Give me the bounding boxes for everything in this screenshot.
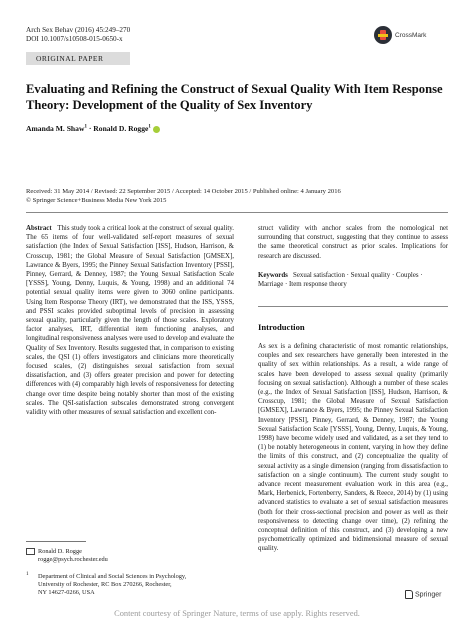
author-list <box>26 124 448 133</box>
affiliation-line: Department of Clinical and Social Sciences in Psychology, <box>38 573 187 581</box>
section-divider <box>26 212 448 213</box>
keywords-divider <box>258 306 448 307</box>
courtesy-footer: Content courtesy of Springer Nature, terms of use apply. Rights reserved. <box>114 609 360 618</box>
crossmark-icon <box>374 26 392 44</box>
keywords-label: Keywords <box>258 272 288 279</box>
history-dates: Received: 31 May 2014 / Revised: 22 September 2015 / Accepted: 14 October 2015 / Published online: 4 January 2016 <box>26 188 341 195</box>
article-title: Evaluating and Refining the Construct of Sexual Quality With Item Response Theory: Development of the Quality of Sex Inventory <box>26 82 443 112</box>
publisher-logo <box>405 590 441 599</box>
keywords-text: Sexual satisfaction · Sexual quality · Couples · Marriage · Item response theory <box>258 272 423 289</box>
corresponding-author <box>26 548 108 564</box>
orcid-icon[interactable] <box>153 126 160 133</box>
author-separator: · <box>86 124 94 133</box>
crossmark-button[interactable] <box>374 26 446 48</box>
crossmark-label: CrossMark <box>395 32 427 39</box>
doi[interactable]: DOI 10.1007/s10508-015-0650-x <box>26 35 123 43</box>
contact-name: Ronald D. Rogge <box>38 548 82 555</box>
introduction-body: As sex is a defining characteristic of most romantic relationships, couples and sex researchers have generally been interested in the quality of sex within relationships. As a result, a wide range of scales have been developed to assess sexual quality (primarily focusing on sexual satisfaction). Although a number of these scales (e.g., the Index of Sexual Satisfaction [ISS], Hudson, Harrison, & Crosscup, 1981; the Global Measure of Sexual Satisfaction [GMSEX], Lawrance & Byers, 1995; the Pinney Sexual Satisfaction Inventory [PSSI], Pinney, Gerrard, & Denney, 1987; the Young Sexual Satisfaction Scale [YSSS], Young, Denny, Luquis, & Young, 1998) have become widely used and validated, as a set they tend to (1) be notably heterogeneous in content, varying in how they define the limits of this construct, and (2) conceptualize the quality of sexual activity as a single dimension (ranging from dissatisfaction to satisfaction on a single continuum). The current study sought to advance recent measurement evaluation work in this area (e.g., Mark, Herbenick, Fortenberry, Sanders, & Reece, 2014) by (1) using advanced statistics to evaluate a set of sexual satisfaction measures (both for their cross-sectional precision and power as well as their responsiveness to detecting change over time), (2) refining the conceptual definition of this construct, and (3) developing a new psychometrically optimized and bidimensional measure of sexual quality. <box>258 343 448 553</box>
springer-horse-icon <box>405 590 413 599</box>
affiliation-marker: 1 <box>26 571 29 577</box>
article-type-badge: ORIGINAL PAPER <box>26 52 130 65</box>
journal-citation: Arch Sex Behav (2016) 45:249–270 <box>26 26 131 34</box>
envelope-icon <box>26 548 35 555</box>
affiliation-note <box>26 570 186 597</box>
author-name[interactable]: Ronald D. Rogge <box>93 124 149 133</box>
introduction-heading: Introduction <box>258 322 305 332</box>
contact-email[interactable]: rogge@psych.rochester.edu <box>38 556 108 563</box>
author-affiliation-marker: 1 <box>84 124 87 130</box>
publisher-name: Springer <box>415 591 442 599</box>
keywords <box>258 271 448 289</box>
affiliation-line: NY 14627-0266, USA <box>38 589 95 597</box>
abstract-continuation: struct validity with anchor scales from the nomological net surrounding that construct, suggesting that they continue to assess the same theoretical construct as prior scales. Implications for research are discussed. <box>258 225 448 260</box>
copyright-notice: © Springer Science+Business Media New York 2015 <box>26 196 167 204</box>
author-name[interactable]: Amanda M. Shaw <box>26 124 85 133</box>
affiliation-line: University of Rochester, RC Box 270266, Rochester, <box>38 581 172 589</box>
footnote-divider <box>26 541 86 542</box>
publication-history <box>26 188 448 205</box>
abstract-label: Abstract <box>26 225 52 232</box>
abstract-text: This study took a critical look at the construct of sexual quality. The 65 items of four well-validated self-report measures of sexual satisfaction (the Index of Sexual Satisfaction [ISS], Hudson, Harrison, & Crosscup, 1981; the Global Measure of Sexual Satisfaction [GMSEX], Lawrance & Byers, 1995; the Pinney Sexual Satisfaction Inventory [PSSI], Pinney, Gerrard, & Denney, 1987; the Young Sexual Satisfaction Scale [YSSS], Young, Denny, Luquis, & Young, 1998) and an additional 74 potential sexual quality items were given to 3060 online participants. Using Item Response Theory (IRT), we demonstrated that the ISS, YSSS, and PSSI scales provided suboptimal levels of precision in assessing sexual quality, particularly given the length of those scales. Exploratory factor analyses, IRT, differential item functioning analyses, and longitudinal responsiveness analyses were used to develop and evaluate the Quality of Sex Inventory. Results suggested that, in comparison to existing scales, the QSI (1) offers investigators and clinicians more theoretically focused scales, (2) distinguishes sexual satisfaction from sexual dissatisfaction, and (3) offers greater precision and power for detecting differences with (4) comparably high levels of responsiveness for detecting change over time despite being notably shorter than most of the existing scales. The QSI-satisfaction subscales demonstrated strong convergent validity with other measures of sexual satisfaction and excellent con- <box>26 225 234 417</box>
author-affiliation-marker: 1 <box>148 124 151 130</box>
abstract <box>26 224 234 417</box>
